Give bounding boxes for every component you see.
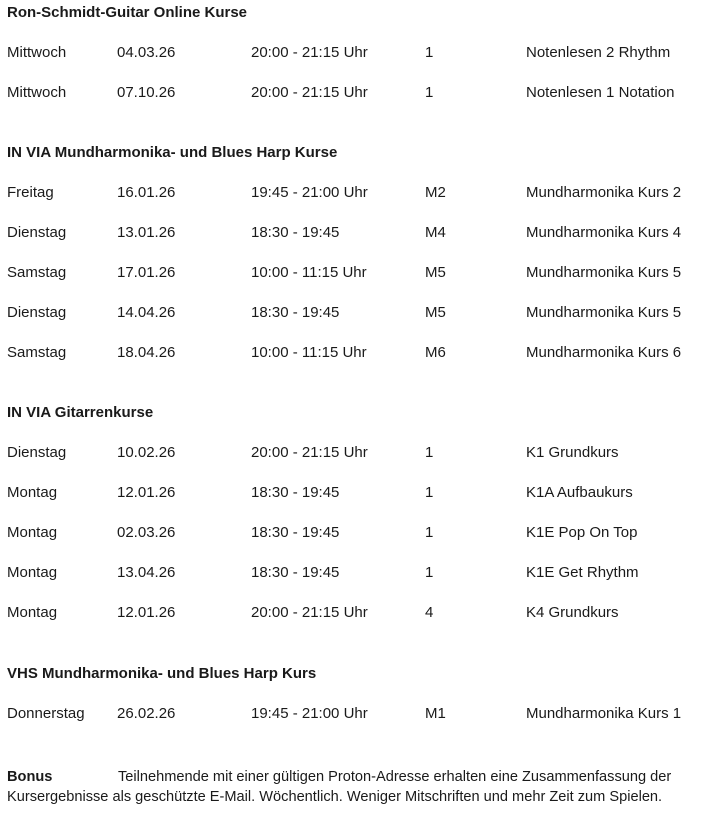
code-cell: M5 bbox=[425, 304, 446, 321]
table-row bbox=[7, 223, 719, 263]
course-name-cell: K4 Grundkurs bbox=[526, 604, 619, 621]
section-title: IN VIA Gitarrenkurse bbox=[7, 404, 154, 421]
time-cell: 19:45 - 21:00 Uhr bbox=[251, 184, 368, 201]
course-name-cell: Mundharmonika Kurs 4 bbox=[526, 224, 682, 241]
time-cell: 18:30 - 19:45 bbox=[251, 564, 340, 581]
table-row bbox=[7, 704, 719, 744]
day-cell: Montag bbox=[7, 524, 58, 541]
date-cell: 16.01.26 bbox=[117, 184, 176, 201]
code-cell: 1 bbox=[425, 564, 434, 581]
section-title: IN VIA Mundharmonika- und Blues Harp Kurse bbox=[7, 144, 338, 161]
date-cell: 13.04.26 bbox=[117, 564, 176, 581]
code-cell: M2 bbox=[425, 184, 446, 201]
table-row bbox=[7, 483, 719, 523]
bonus-label: Bonus bbox=[7, 769, 53, 785]
course-name-cell: K1 Grundkurs bbox=[526, 444, 619, 461]
date-cell: 07.10.26 bbox=[117, 84, 176, 101]
course-name-cell: Mundharmonika Kurs 6 bbox=[526, 344, 682, 361]
course-name-cell: Mundharmonika Kurs 1 bbox=[526, 705, 682, 722]
table-row bbox=[7, 523, 719, 563]
code-cell: 1 bbox=[425, 84, 434, 101]
time-cell: 10:00 - 11:15 Uhr bbox=[251, 264, 367, 281]
table-row bbox=[7, 603, 719, 643]
time-cell: 19:45 - 21:00 Uhr bbox=[251, 705, 368, 722]
bonus-text: Teilnehmende mit einer gültigen Proton-Adresse erhalten eine Zusammenfassung der Kursergebnisse als geschützte E-Mail. Wöchentlich. Weniger Mitschriften und mehr Zeit zum Spielen. bbox=[7, 769, 672, 805]
date-cell: 17.01.26 bbox=[117, 264, 176, 281]
date-cell: 12.01.26 bbox=[117, 604, 176, 621]
table-row bbox=[7, 443, 719, 483]
day-cell: Freitag bbox=[7, 184, 54, 201]
code-cell: 1 bbox=[425, 484, 434, 501]
day-cell: Samstag bbox=[7, 264, 67, 281]
time-cell: 20:00 - 21:15 Uhr bbox=[251, 604, 368, 621]
day-cell: Dienstag bbox=[7, 304, 67, 321]
section-vhs-kurs bbox=[7, 664, 719, 744]
time-cell: 20:00 - 21:15 Uhr bbox=[251, 444, 368, 461]
day-cell: Montag bbox=[7, 484, 58, 501]
code-cell: M4 bbox=[425, 224, 446, 241]
day-cell: Samstag bbox=[7, 344, 67, 361]
course-name-cell: Mundharmonika Kurs 2 bbox=[526, 184, 682, 201]
section-online-kurse bbox=[7, 3, 719, 123]
table-row bbox=[7, 343, 719, 383]
table-row bbox=[7, 183, 719, 223]
section-gitarrenkurse bbox=[7, 403, 719, 643]
course-name-cell: Notenlesen 2 Rhythm bbox=[526, 44, 671, 61]
table-row bbox=[7, 563, 719, 603]
day-cell: Mittwoch bbox=[7, 84, 67, 101]
code-cell: M1 bbox=[425, 705, 446, 722]
section-title: Ron-Schmidt-Guitar Online Kurse bbox=[7, 4, 248, 21]
time-cell: 18:30 - 19:45 bbox=[251, 524, 340, 541]
day-cell: Montag bbox=[7, 564, 58, 581]
time-cell: 18:30 - 19:45 bbox=[251, 304, 340, 321]
section-title: VHS Mundharmonika- und Blues Harp Kurs bbox=[7, 665, 317, 682]
day-cell: Dienstag bbox=[7, 224, 67, 241]
time-cell: 18:30 - 19:45 bbox=[251, 484, 340, 501]
time-cell: 20:00 - 21:15 Uhr bbox=[251, 44, 368, 61]
course-name-cell: K1E Get Rhythm bbox=[526, 564, 639, 581]
table-row bbox=[7, 303, 719, 343]
code-cell: 1 bbox=[425, 444, 434, 461]
date-cell: 13.01.26 bbox=[117, 224, 176, 241]
day-cell: Dienstag bbox=[7, 444, 67, 461]
date-cell: 18.04.26 bbox=[117, 344, 176, 361]
code-cell: M6 bbox=[425, 344, 446, 361]
date-cell: 10.02.26 bbox=[117, 444, 176, 461]
date-cell: 14.04.26 bbox=[117, 304, 176, 321]
course-name-cell: Mundharmonika Kurs 5 bbox=[526, 304, 682, 321]
table-row bbox=[7, 263, 719, 303]
course-name-cell: K1E Pop On Top bbox=[526, 524, 638, 541]
time-cell: 18:30 - 19:45 bbox=[251, 224, 340, 241]
day-cell: Donnerstag bbox=[7, 705, 85, 722]
time-cell: 10:00 - 11:15 Uhr bbox=[251, 344, 367, 361]
table-row bbox=[7, 83, 719, 123]
table-row bbox=[7, 43, 719, 83]
course-name-cell: Mundharmonika Kurs 5 bbox=[526, 264, 682, 281]
course-name-cell: Notenlesen 1 Notation bbox=[526, 84, 675, 101]
code-cell: 1 bbox=[425, 44, 434, 61]
date-cell: 02.03.26 bbox=[117, 524, 176, 541]
code-cell: 1 bbox=[425, 524, 434, 541]
course-name-cell: K1A Aufbaukurs bbox=[526, 484, 633, 501]
code-cell: 4 bbox=[425, 604, 434, 621]
date-cell: 26.02.26 bbox=[117, 705, 176, 722]
bonus-paragraph bbox=[7, 767, 720, 807]
day-cell: Mittwoch bbox=[7, 44, 67, 61]
section-mundharmonika-kurse bbox=[7, 143, 719, 383]
day-cell: Montag bbox=[7, 604, 58, 621]
code-cell: M5 bbox=[425, 264, 446, 281]
time-cell: 20:00 - 21:15 Uhr bbox=[251, 84, 368, 101]
date-cell: 04.03.26 bbox=[117, 44, 176, 61]
date-cell: 12.01.26 bbox=[117, 484, 176, 501]
